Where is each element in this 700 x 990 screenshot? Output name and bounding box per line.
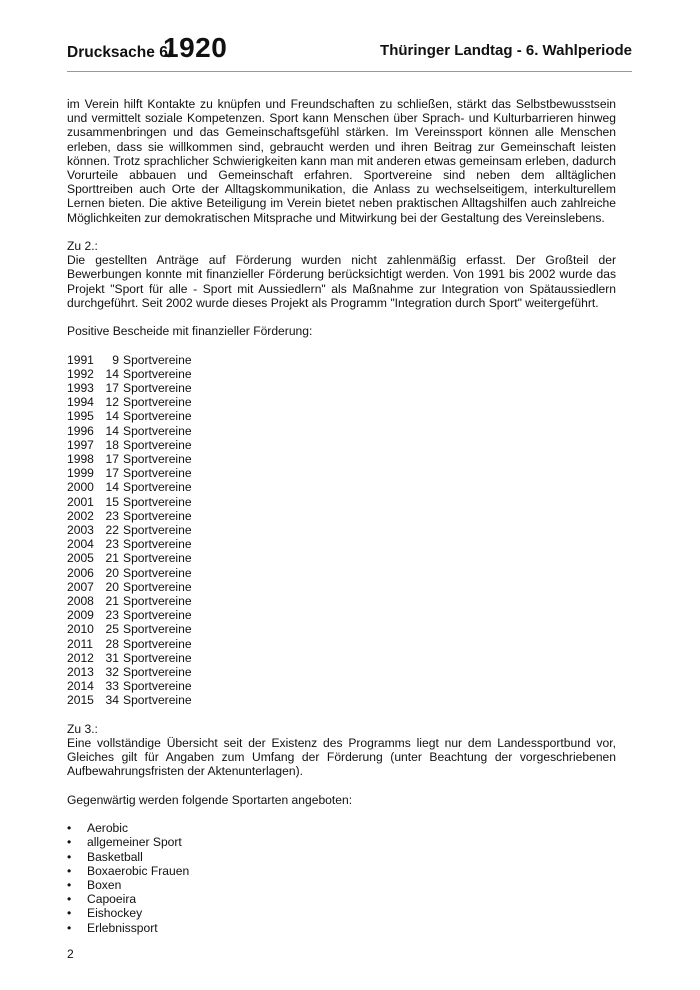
funding-unit: Sportvereine <box>123 594 192 609</box>
funding-year: 2013 <box>67 665 94 680</box>
funding-unit: Sportvereine <box>123 565 192 580</box>
funding-unit: Sportvereine <box>123 537 192 552</box>
funding-year: 2009 <box>67 608 94 623</box>
funding-unit: Sportvereine <box>123 608 192 623</box>
funding-count: 21 <box>105 594 119 609</box>
answer-3-heading: Zu 3.: <box>67 721 98 736</box>
funding-row <box>67 424 616 438</box>
answer-2-text: Die gestellten Anträge auf Förderung wurden nicht zahlenmäßig erfasst. Der Großteil der Bewerbungen konnte mit finanzieller Förderung berücksichtigt werden. Von 1991 bis 2002 wurde das Projekt "Sport für alle - Sport mit Aussiedlern" als Maßnahme zur Integration von Spätaussiedlern durchgeführt. Seit 2002 wurde dieses Projekt als Programm "Integration durch Sport" weitergeführt. <box>67 253 616 310</box>
funding-unit: Sportvereine <box>123 395 192 410</box>
funding-row <box>67 566 616 580</box>
funding-year: 1992 <box>67 366 94 381</box>
funding-row <box>67 551 616 565</box>
funding-unit: Sportvereine <box>123 523 192 538</box>
funding-count: 31 <box>105 650 119 665</box>
header-divider <box>67 71 632 72</box>
sport-name: Boxaerobic Frauen <box>87 863 190 878</box>
sports-list <box>67 821 616 935</box>
funding-count: 17 <box>105 466 119 481</box>
funding-unit: Sportvereine <box>123 466 192 481</box>
funding-unit: Sportvereine <box>123 452 192 467</box>
funding-unit: Sportvereine <box>123 636 192 651</box>
sports-list-intro: Gegenwärtig werden folgende Sportarten angeboten: <box>67 792 353 807</box>
funding-unit: Sportvereine <box>123 366 192 381</box>
bullet-icon: • <box>67 892 72 907</box>
funding-row <box>67 537 616 551</box>
funding-unit: Sportvereine <box>123 622 192 637</box>
funding-row <box>67 367 616 381</box>
funding-unit: Sportvereine <box>123 693 192 708</box>
sport-name: Erlebnissport <box>87 920 158 935</box>
sport-name: allgemeiner Sport <box>87 835 182 850</box>
funding-year: 2014 <box>67 679 94 694</box>
funding-row <box>67 395 616 409</box>
funding-row <box>67 651 616 665</box>
funding-year: 2005 <box>67 551 94 566</box>
funding-year: 1991 <box>67 352 94 367</box>
funding-year: 2004 <box>67 537 94 552</box>
funding-count: 34 <box>105 693 119 708</box>
funding-count: 9 <box>112 352 119 367</box>
sport-list-item <box>67 821 616 835</box>
funding-list-intro: Positive Bescheide mit finanzieller Förderung: <box>67 324 313 339</box>
funding-year: 1997 <box>67 437 94 452</box>
funding-row <box>67 608 616 622</box>
funding-row <box>67 480 616 494</box>
funding-row <box>67 452 616 466</box>
funding-year: 1993 <box>67 381 94 396</box>
funding-unit: Sportvereine <box>123 579 192 594</box>
funding-year: 2000 <box>67 480 94 495</box>
document-number: 1920 <box>163 32 228 63</box>
bullet-icon: • <box>67 849 72 864</box>
funding-count: 18 <box>105 437 119 452</box>
funding-count: 14 <box>105 423 119 438</box>
page-header <box>67 30 632 70</box>
funding-unit: Sportvereine <box>123 381 192 396</box>
funding-year: 2012 <box>67 650 94 665</box>
sport-list-item <box>67 878 616 892</box>
funding-row <box>67 637 616 651</box>
funding-count: 22 <box>105 523 119 538</box>
funding-count: 25 <box>105 622 119 637</box>
funding-year: 2003 <box>67 523 94 538</box>
funding-unit: Sportvereine <box>123 650 192 665</box>
funding-unit: Sportvereine <box>123 508 192 523</box>
funding-year: 2007 <box>67 579 94 594</box>
funding-row <box>67 466 616 480</box>
intro-paragraph: im Verein hilft Kontakte zu knüpfen und Freundschaften zu schließen, stärkt das Selbstbewusstsein und vermittelt soziale Kompetenzen. Sport kann Menschen über Sprach- und Kulturbarrieren hinweg zusammenbringen und das Gemeinschaftsgefühl stärken. Im Vereinssport können alle Menschen erleben, dass sie willkommen sind, gebraucht werden und ihren Beitrag zur Gemeinschaft leisten können. Trotz sprachlicher Schwierigkeiten kann man mit anderen etwas gemeinsam erleben, dadurch Vorurteile abbauen und Gemeinschaft erfahren. Sportvereine sind neben dem alltäglichen Sporttreiben auch Orte der Alltagskommunikation, die Anlass zu wechselseitigem, interkulturellem Lernen bieten. Die aktive Beteiligung im Verein bietet neben praktischen Alltagshilfen auch zahlreiche Möglichkeiten zur demokratischen Mitsprache und Mitwirkung bei der Gestaltung des Vereinslebens. <box>67 97 616 225</box>
funding-unit: Sportvereine <box>123 352 192 367</box>
sport-list-item <box>67 835 616 849</box>
funding-row <box>67 665 616 679</box>
funding-unit: Sportvereine <box>123 494 192 509</box>
funding-row <box>67 580 616 594</box>
funding-row <box>67 679 616 693</box>
bullet-icon: • <box>67 835 72 850</box>
funding-count: 21 <box>105 551 119 566</box>
page-number: 2 <box>67 947 74 961</box>
funding-count: 15 <box>105 494 119 509</box>
funding-row <box>67 353 616 367</box>
funding-row <box>67 381 616 395</box>
funding-unit: Sportvereine <box>123 679 192 694</box>
funding-row <box>67 438 616 452</box>
funding-count: 28 <box>105 636 119 651</box>
sport-list-item <box>67 921 616 935</box>
funding-row <box>67 409 616 423</box>
funding-year: 2010 <box>67 622 94 637</box>
funding-unit: Sportvereine <box>123 480 192 495</box>
sport-list-item <box>67 850 616 864</box>
sport-list-item <box>67 892 616 906</box>
funding-year: 1998 <box>67 452 94 467</box>
funding-count: 14 <box>105 366 119 381</box>
funding-table <box>67 353 616 708</box>
funding-year: 2002 <box>67 508 94 523</box>
funding-count: 32 <box>105 665 119 680</box>
funding-year: 2008 <box>67 594 94 609</box>
sport-name: Eishockey <box>87 906 143 921</box>
sport-name: Capoeira <box>87 892 137 907</box>
funding-count: 20 <box>105 579 119 594</box>
funding-count: 12 <box>105 395 119 410</box>
sport-name: Basketball <box>87 849 143 864</box>
funding-year: 2011 <box>67 636 94 651</box>
sport-list-item <box>67 864 616 878</box>
funding-row <box>67 523 616 537</box>
funding-row <box>67 509 616 523</box>
sport-name: Aerobic <box>87 821 129 836</box>
answer-2-heading: Zu 2.: <box>67 239 98 254</box>
funding-count: 33 <box>105 679 119 694</box>
funding-unit: Sportvereine <box>123 423 192 438</box>
funding-unit: Sportvereine <box>123 437 192 452</box>
funding-year: 1999 <box>67 466 94 481</box>
answer-3-text: Eine vollständige Übersicht seit der Existenz des Programms liegt nur dem Landessportbund vor, Gleiches gilt für Angaben zum Umfang der Förderung (unter Beachtung der vorgeschriebenen Aufbewahrungsfristen der Aktenunterlagen). <box>67 736 616 779</box>
funding-row <box>67 495 616 509</box>
funding-count: 14 <box>105 409 119 424</box>
funding-year: 1994 <box>67 395 94 410</box>
sport-name: Boxen <box>87 878 122 893</box>
sport-list-item <box>67 906 616 920</box>
funding-count: 17 <box>105 381 119 396</box>
funding-count: 20 <box>105 565 119 580</box>
bullet-icon: • <box>67 906 72 921</box>
funding-year: 1996 <box>67 423 94 438</box>
funding-count: 23 <box>105 537 119 552</box>
funding-year: 2001 <box>67 494 94 509</box>
bullet-icon: • <box>67 878 72 893</box>
funding-unit: Sportvereine <box>123 551 192 566</box>
bullet-icon: • <box>67 863 72 878</box>
bullet-icon: • <box>67 821 72 836</box>
funding-row <box>67 693 616 707</box>
document-body <box>67 97 616 935</box>
funding-row <box>67 622 616 636</box>
funding-row <box>67 594 616 608</box>
funding-year: 2015 <box>67 693 94 708</box>
parliament-title: Thüringer Landtag - 6. Wahlperiode <box>380 42 632 59</box>
funding-unit: Sportvereine <box>123 409 192 424</box>
funding-count: 14 <box>105 480 119 495</box>
bullet-icon: • <box>67 920 72 935</box>
funding-year: 2006 <box>67 565 94 580</box>
funding-count: 23 <box>105 608 119 623</box>
funding-year: 1995 <box>67 409 94 424</box>
funding-unit: Sportvereine <box>123 665 192 680</box>
funding-count: 23 <box>105 508 119 523</box>
funding-count: 17 <box>105 452 119 467</box>
document-label: Drucksache 6/ <box>67 44 173 61</box>
